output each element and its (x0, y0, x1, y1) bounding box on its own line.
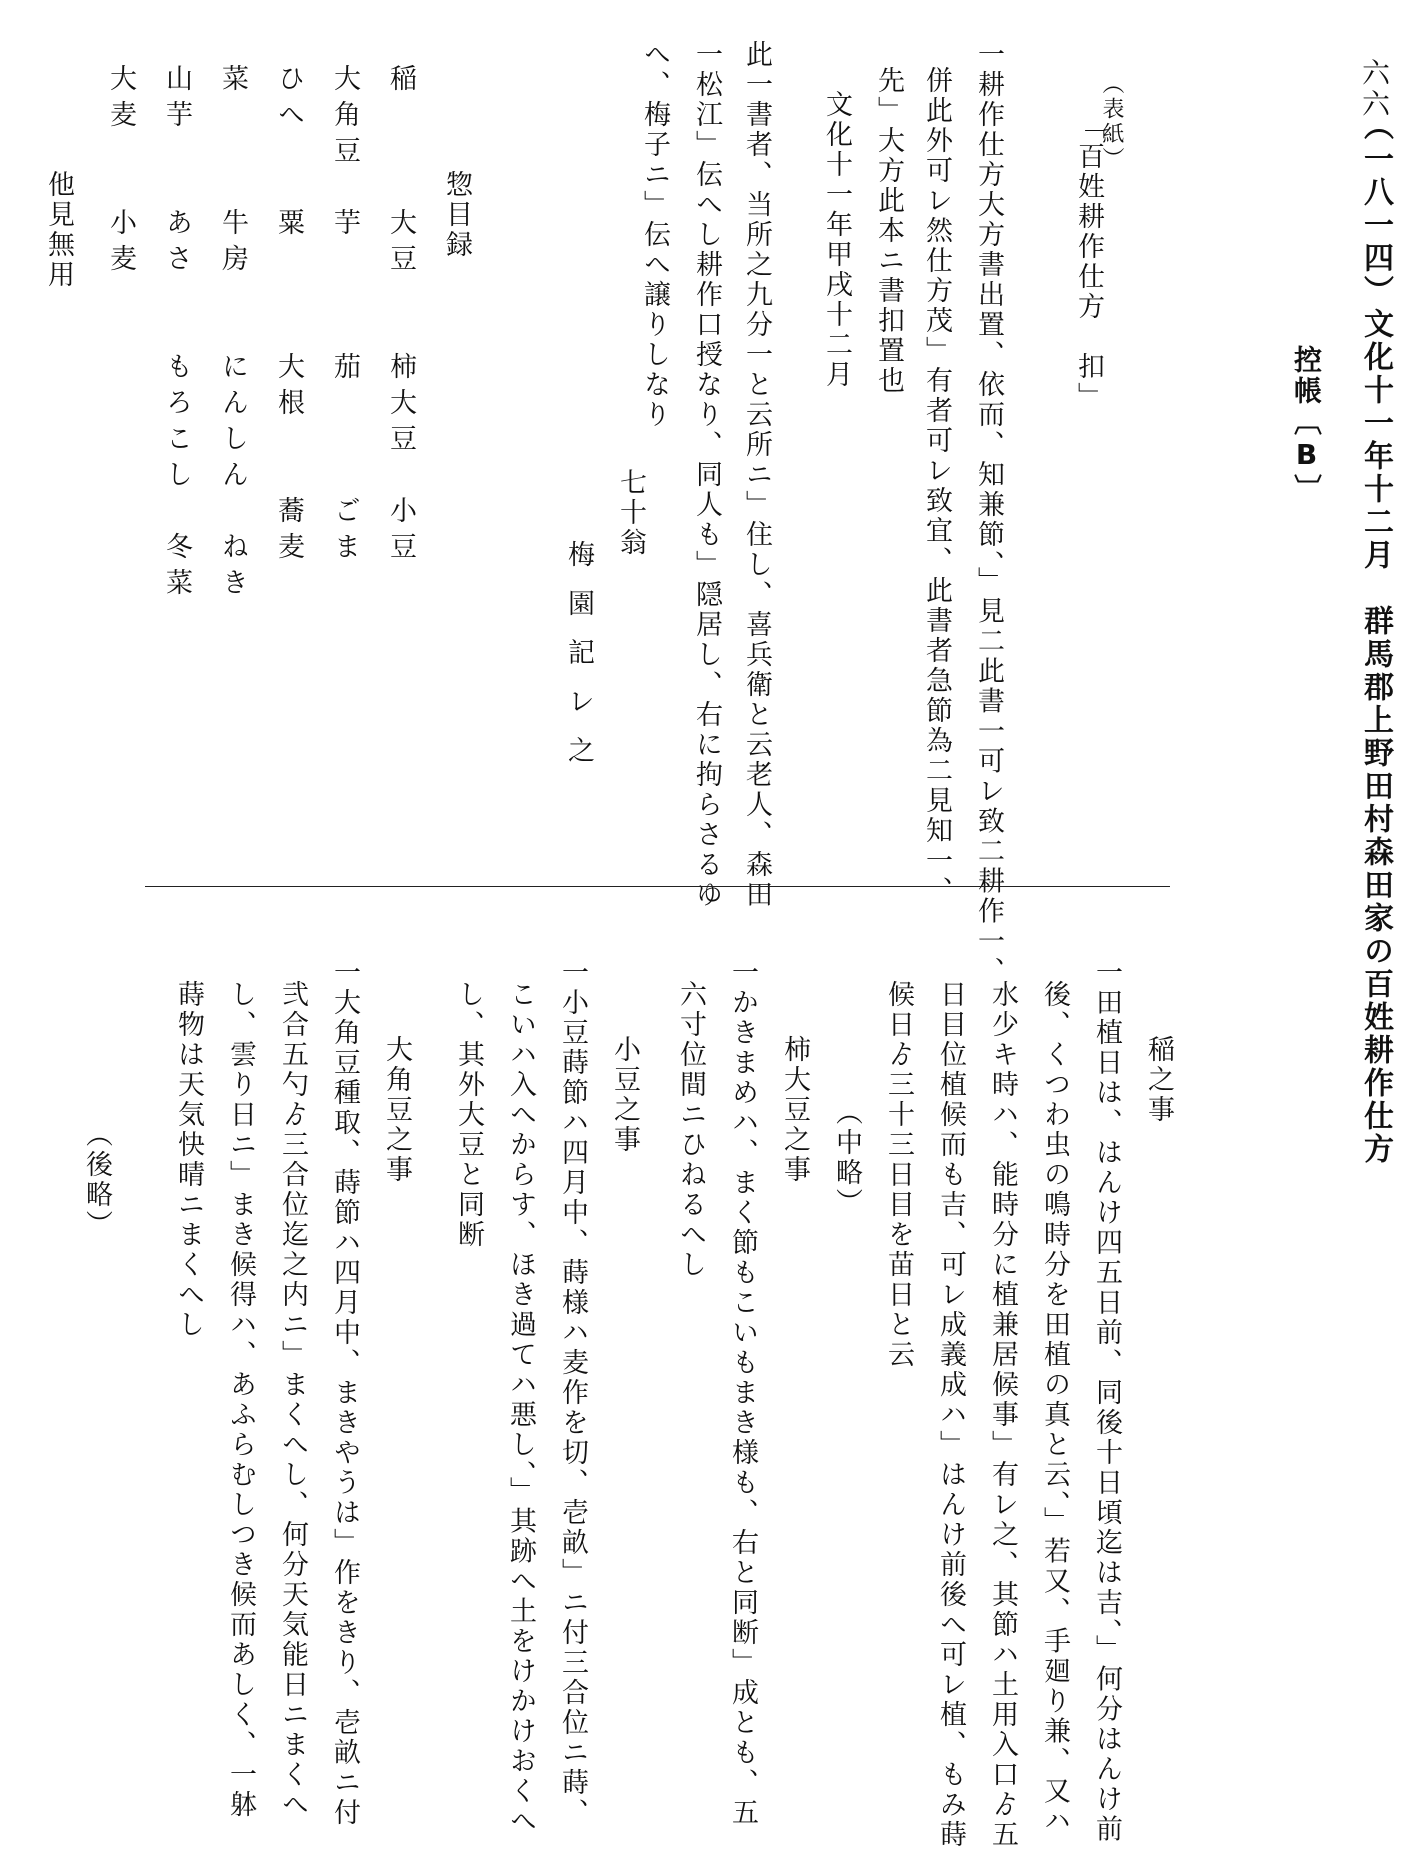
note-line-1: 此一書者、当所之九分一と云所ニ」住し、喜兵衛と云老人、森田 (741, 40, 772, 910)
omission-end: （後略） (81, 1120, 112, 1240)
kakimame-line-2: 六寸位間ニひねるへし (675, 980, 706, 1280)
rice-title: 稲之事 (1143, 1035, 1174, 1125)
sasage-line-1: 一大角豆種取、蒔節ハ四月中、まきやうは」作をきり、壱畝ニ付 (329, 958, 360, 1828)
azuki-line-3: し、其外大豆と同断 (453, 980, 484, 1250)
kakimame-line-1: 一かきまめハ、まく節もこいもまき様も、右と同断」成とも、五 (727, 958, 758, 1828)
rice-line-5: 候日ゟ三十三日目を苗日と云 (883, 980, 914, 1370)
document-title: （一八一四）文化十一年十二月 群馬郡上野田村森田家の百姓耕作仕方 (1358, 110, 1393, 1166)
rice-line-3: 水少キ時ハ、能時分に植兼居候事」有レ之、其節ハ土用入口ゟ五 (987, 980, 1018, 1850)
contents-row-3: ひへ 粟 大根 蕎麦 (273, 64, 304, 568)
contents-row-2: 大角豆 芋 茄 ごま (329, 64, 360, 568)
intro-line-3: 先」大方此本ニ書扣置也 (873, 66, 904, 396)
contents-row-1: 稲 大豆 柿大豆 小豆 (385, 64, 416, 568)
note-line-2: 一松江」伝へし耕作口授なり、同人も」隠居し、右に拘らさるゆ (691, 40, 722, 910)
cover-label: （表紙） (1099, 72, 1124, 172)
azuki-line-2: こいハ入へからす、ほき過てハ悪し、」其跡へ土をけかけおくへ (505, 980, 536, 1837)
intro-line-1: 一耕作仕方大方書出置、依而、知兼節、」見二此書一可レ致二耕作一、 (973, 40, 1004, 987)
sasage-line-3: し、雲り日ニ」まき候得ハ、あふらむしつき候而あしく、一躰 (225, 980, 256, 1820)
note-line-3: へ、梅子ニ」伝へ譲りしなり (639, 40, 670, 430)
page-number: 六六 (1358, 58, 1391, 120)
rice-line-1: 一田植日は、はんけ四五日前、同後十日頃迄は吉、」何分はんけ前 (1091, 958, 1122, 1845)
rice-line-2: 後、くつわ虫の鳴時分を田植の真と云、」若又、手廻り兼、又ハ (1039, 980, 1070, 1837)
azuki-title: 小豆之事 (609, 1035, 640, 1155)
signature-age: 七十翁 (615, 468, 646, 558)
sasage-line-4: 蒔物は天気快晴ニまくへし (173, 980, 204, 1340)
contents-row-4: 菜 牛房 にんしん ねき (217, 64, 248, 604)
rice-line-4: 日目位植候而も吉、可レ成義成ハ」はんけ前後へ可レ植、もみ蒔 (935, 980, 966, 1850)
cover-title: 「百姓耕作仕方 扣」 (1073, 112, 1104, 412)
document-subtitle: 控帳〔B〕 (1290, 345, 1323, 505)
kakimame-title: 柿大豆之事 (779, 1035, 810, 1185)
contents-title: 惣目録 (441, 170, 472, 260)
contents-row-6: 大麦 小麦 (105, 64, 136, 280)
omission-middle: （中略） (831, 1098, 862, 1218)
azuki-line-1: 一小豆蒔節ハ四月中、蒔様ハ麦作を切、壱畝」ニ付三合位ニ蒔、 (557, 958, 588, 1828)
document-date: 文化十一年甲戌十二月 (821, 90, 852, 390)
section-divider (145, 886, 1170, 887)
intro-line-2: 併此外可レ然仕方茂」有者可レ致宜、此書者急節為二見知一、 (921, 66, 952, 906)
contents-note: 他見無用 (43, 170, 74, 290)
signature-name: 梅園記レ之 (563, 540, 594, 785)
sasage-line-2: 弐合五勺ゟ三合位迄之内ニ」まくへし、何分天気能日ニまくへ (277, 980, 308, 1820)
contents-row-5: 山芋 あさ もろこし 冬菜 (161, 64, 192, 604)
sasage-title: 大角豆之事 (381, 1035, 412, 1185)
